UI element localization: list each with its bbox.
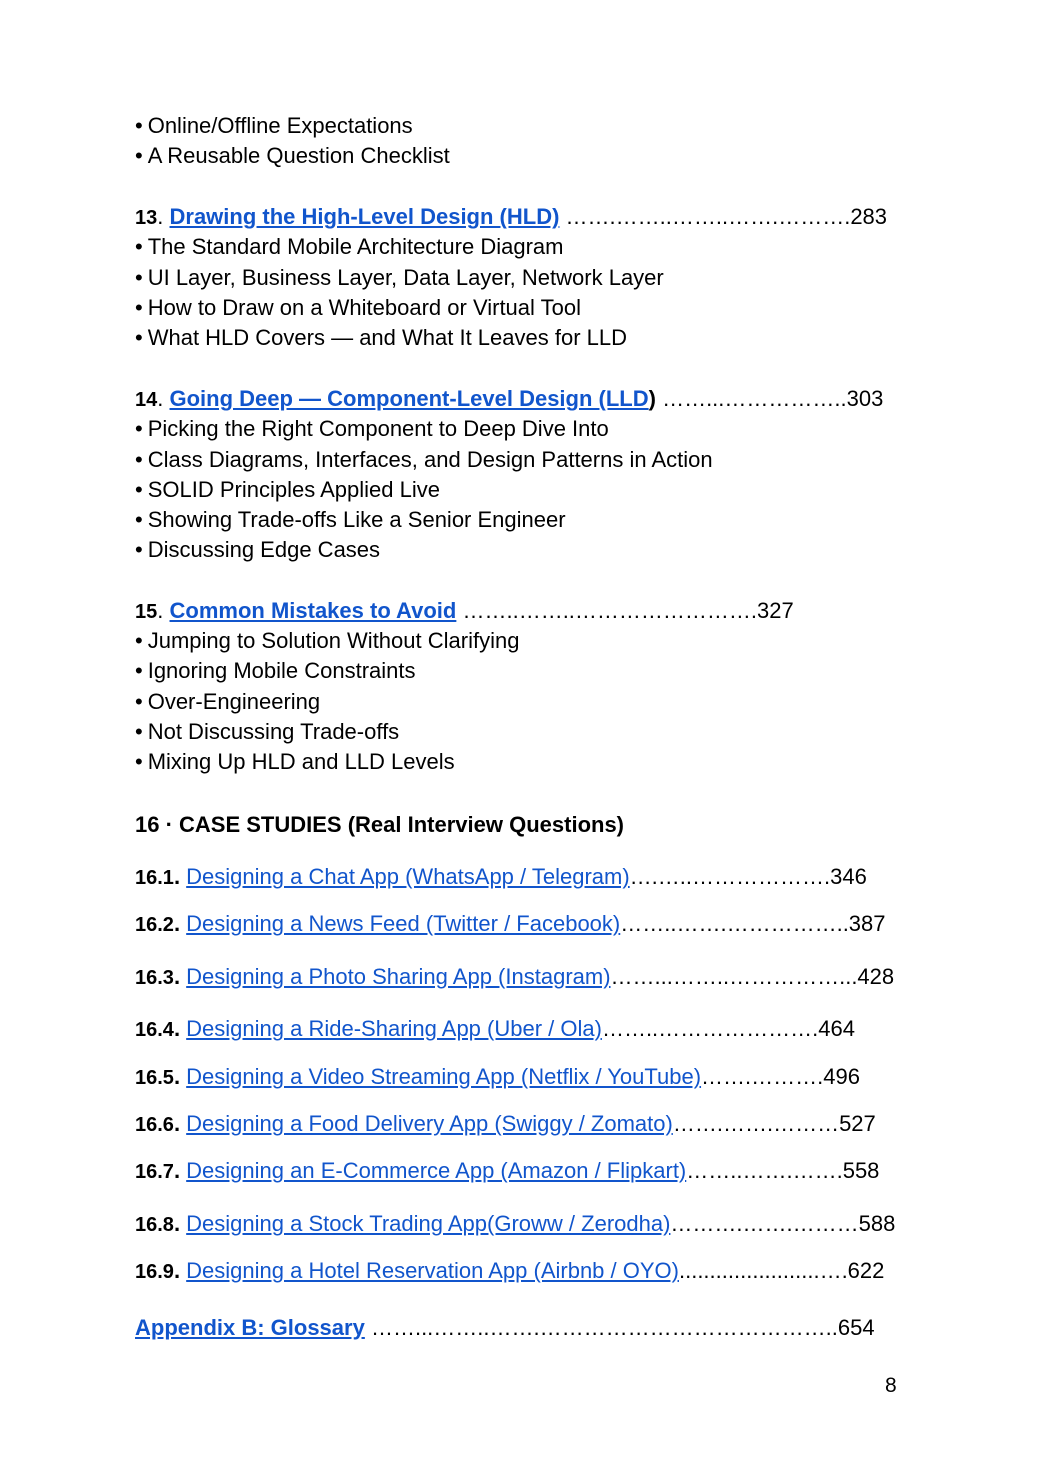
case-study-link[interactable]: Designing a Food Delivery App (Swiggy / Zomato): [186, 1111, 673, 1136]
toc-bullet: • How to Draw on a Whiteboard or Virtual Tool: [135, 295, 581, 320]
appendix-entry: Appendix B: Glossary ……...……..…….…………………………………..654: [135, 1315, 875, 1340]
appendix-link[interactable]: Appendix B: Glossary: [135, 1315, 365, 1340]
case-study-entry: 16.3. Designing a Photo Sharing App (Instagram)……...……..……………...428: [135, 964, 895, 989]
toc-bullet: • Class Diagrams, Interfaces, and Design Patterns in Action: [135, 447, 713, 472]
chapter-15-link[interactable]: Common Mistakes to Avoid: [169, 598, 457, 623]
toc-bullet: • Over-Engineering: [135, 689, 321, 714]
case-study-entry: 16.5. Designing a Video Streaming App (Netflix / YouTube)…….……….496: [135, 1064, 860, 1089]
toc-bullet: • Ignoring Mobile Constraints: [135, 658, 416, 683]
chapter-13-entry: 13. Drawing the High-Level Design (HLD) …….……..……..…….……….283: [135, 204, 888, 229]
case-study-link[interactable]: Designing a Ride-Sharing App (Uber / Ola): [186, 1016, 602, 1041]
toc-bullet: • The Standard Mobile Architecture Diagram: [135, 234, 564, 259]
toc-bullet: • Picking the Right Component to Deep Dive Into: [135, 416, 609, 441]
toc-bullet: • SOLID Principles Applied Live: [135, 477, 440, 502]
chapter-14-link[interactable]: Going Deep — Component-Level Design (LLD: [169, 386, 649, 411]
chapter-15-entry: 15. Common Mistakes to Avoid ……..……..…………………….327: [135, 598, 794, 623]
case-studies-heading: 16 · CASE STUDIES (Real Interview Questions): [135, 812, 625, 837]
case-study-link[interactable]: Designing a Video Streaming App (Netflix / YouTube): [186, 1064, 702, 1089]
case-study-entry: 16.9. Designing a Hotel Reservation App (Airbnb / OYO).......................….622: [135, 1258, 885, 1283]
case-study-entry: 16.4. Designing a Ride-Sharing App (Uber / Ola)……..………………….464: [135, 1016, 855, 1041]
case-study-entry: 16.6. Designing a Food Delivery App (Swiggy / Zomato)…….…….………527: [135, 1111, 876, 1136]
case-study-link[interactable]: Designing a Hotel Reservation App (Airbnb / OYO): [186, 1258, 679, 1283]
toc-bullet: • Mixing Up HLD and LLD Levels: [135, 749, 455, 774]
case-study-link[interactable]: Designing a Stock Trading App(Groww / Zerodha): [186, 1211, 671, 1236]
toc-bullet: • What HLD Covers — and What It Leaves for LLD: [135, 325, 628, 350]
case-study-link[interactable]: Designing an E-Commerce App (Amazon / Flipkart): [186, 1158, 687, 1183]
case-study-entry: 16.7. Designing an E-Commerce App (Amazon / Flipkart)……..…….…….558: [135, 1158, 880, 1183]
toc-bullet: • Showing Trade-offs Like a Senior Engineer: [135, 507, 566, 532]
case-study-link[interactable]: Designing a News Feed (Twitter / Facebook): [186, 911, 621, 936]
page-number: 8: [885, 1374, 897, 1397]
toc-bullet: • UI Layer, Business Layer, Data Layer, Network Layer: [135, 265, 664, 290]
case-study-entry: 16.8. Designing a Stock Trading App(Groww / Zerodha)……….…….………588: [135, 1211, 896, 1236]
toc-bullet: • Not Discussing Trade-offs: [135, 719, 400, 744]
toc-bullet: • Discussing Edge Cases: [135, 537, 381, 562]
case-study-entry: 16.1. Designing a Chat App (WhatsApp / Telegram)….…..……………….346: [135, 864, 867, 889]
case-study-link[interactable]: Designing a Chat App (WhatsApp / Telegram): [186, 864, 630, 889]
case-study-link[interactable]: Designing a Photo Sharing App (Instagram): [186, 964, 611, 989]
toc-bullet: • Online/Offline Expectations: [135, 113, 413, 138]
toc-bullet: • A Reusable Question Checklist: [135, 143, 450, 168]
case-study-entry: 16.2. Designing a News Feed (Twitter / Facebook)……..…….……………..387: [135, 911, 886, 936]
toc-bullet: • Jumping to Solution Without Clarifying: [135, 628, 520, 653]
chapter-14-entry: 14. Going Deep — Component-Level Design (LLD) ……...……………..303: [135, 386, 884, 411]
chapter-13-link[interactable]: Drawing the High-Level Design (HLD): [169, 204, 560, 229]
